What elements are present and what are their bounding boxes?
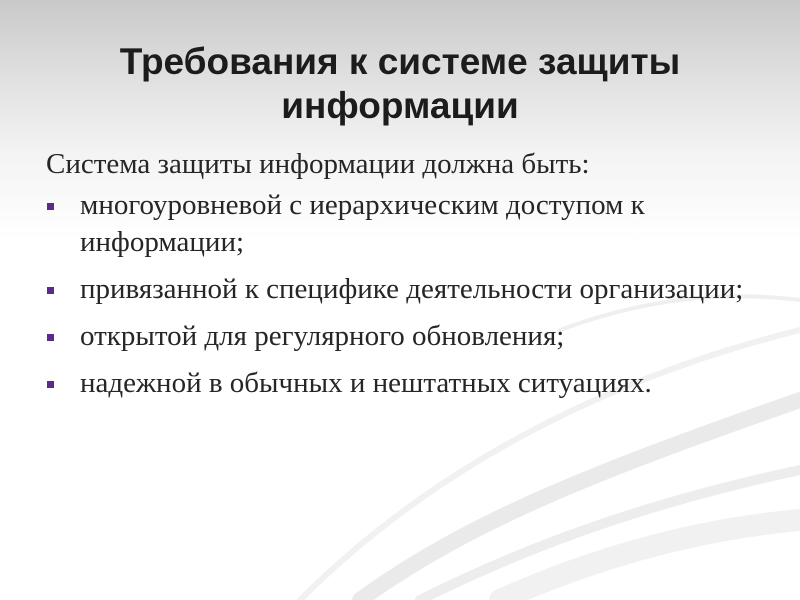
list-item-text: надежной в обычных и нештатных ситуациях. <box>80 367 652 399</box>
requirements-list <box>50 187 760 402</box>
list-item <box>50 187 760 261</box>
list-item-text: открытой для регулярного обновления; <box>80 320 565 352</box>
list-item <box>50 271 760 308</box>
square-bullet-icon <box>47 203 54 210</box>
list-item <box>50 318 760 355</box>
intro-text: Система защиты информации должна быть: <box>46 148 590 180</box>
list-item <box>50 365 760 402</box>
slide-body <box>46 146 760 412</box>
square-bullet-icon <box>47 381 54 388</box>
list-item-text: привязанной к специфике деятельности организации; <box>80 273 744 305</box>
square-bullet-icon <box>47 334 54 341</box>
square-bullet-icon <box>47 287 54 294</box>
slide-title: Требования к системе защиты информации <box>119 41 681 126</box>
list-item-text: многоуровневой с иерархическим доступом к информации; <box>80 189 645 258</box>
